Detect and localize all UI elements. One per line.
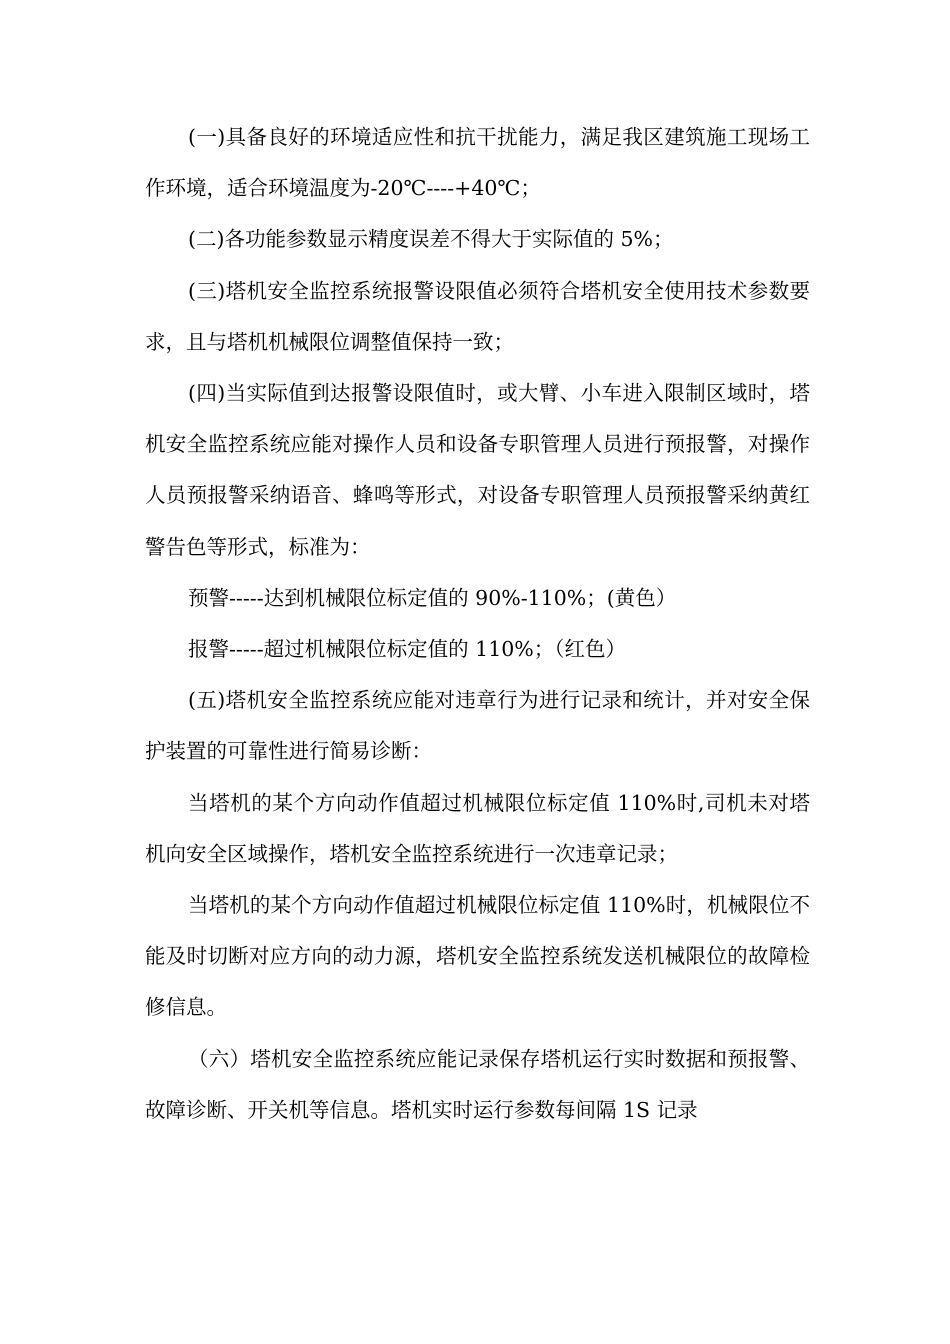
paragraph-requirement-6: （六）塔机安全监控系统应能记录保存塔机运行实时数据和预报警、故障诊断、开关机等信息。塔机实时运行参数每间隔 1S 记录	[145, 1046, 810, 1122]
paragraph-prewarning-standard: 预警-----达到机械限位标定值的 90%-110%；(黄色）	[188, 585, 677, 610]
paragraph-alarm-standard: 报警-----超过机械限位标定值的 110%；（红色）	[188, 637, 627, 662]
paragraph-requirement-3: (三)塔机安全监控系统报警设限值必须符合塔机安全使用技术参数要求，且与塔机机械限位调整值保持一致；	[145, 278, 810, 354]
paragraph-requirement-2: (二)各功能参数显示精度误差不得大于实际值的 5%；	[188, 227, 674, 252]
paragraph-requirement-5: (五)塔机安全监控系统应能对违章行为进行记录和统计，并对安全保护装置的可靠性进行简易诊断：	[145, 688, 810, 764]
paragraph-fault-info: 当塔机的某个方向动作值超过机械限位标定值 110%时，机械限位不能及时切断对应方向的动力源，塔机安全监控系统发送机械限位的故障检修信息。	[145, 893, 810, 1020]
paragraph-requirement-1: (一)具备良好的环境适应性和抗干扰能力，满足我区建筑施工现场工作环境，适合环境温度为-20℃----+40℃；	[145, 125, 810, 201]
paragraph-requirement-4: (四)当实际值到达报警设限值时，或大臂、小车进入限制区域时，塔机安全监控系统应能对操作人员和设备专职管理人员进行预报警，对操作人员预报警采纳语音、蜂鸣等形式，对设备专职管理人员预报警采纳黄红警告色等形式，标准为：	[145, 381, 810, 559]
document-page	[145, 112, 810, 1136]
paragraph-violation-record: 当塔机的某个方向动作值超过机械限位标定值 110%时,司机未对塔机向安全区域操作，塔机安全监控系统进行一次违章记录；	[145, 790, 810, 866]
